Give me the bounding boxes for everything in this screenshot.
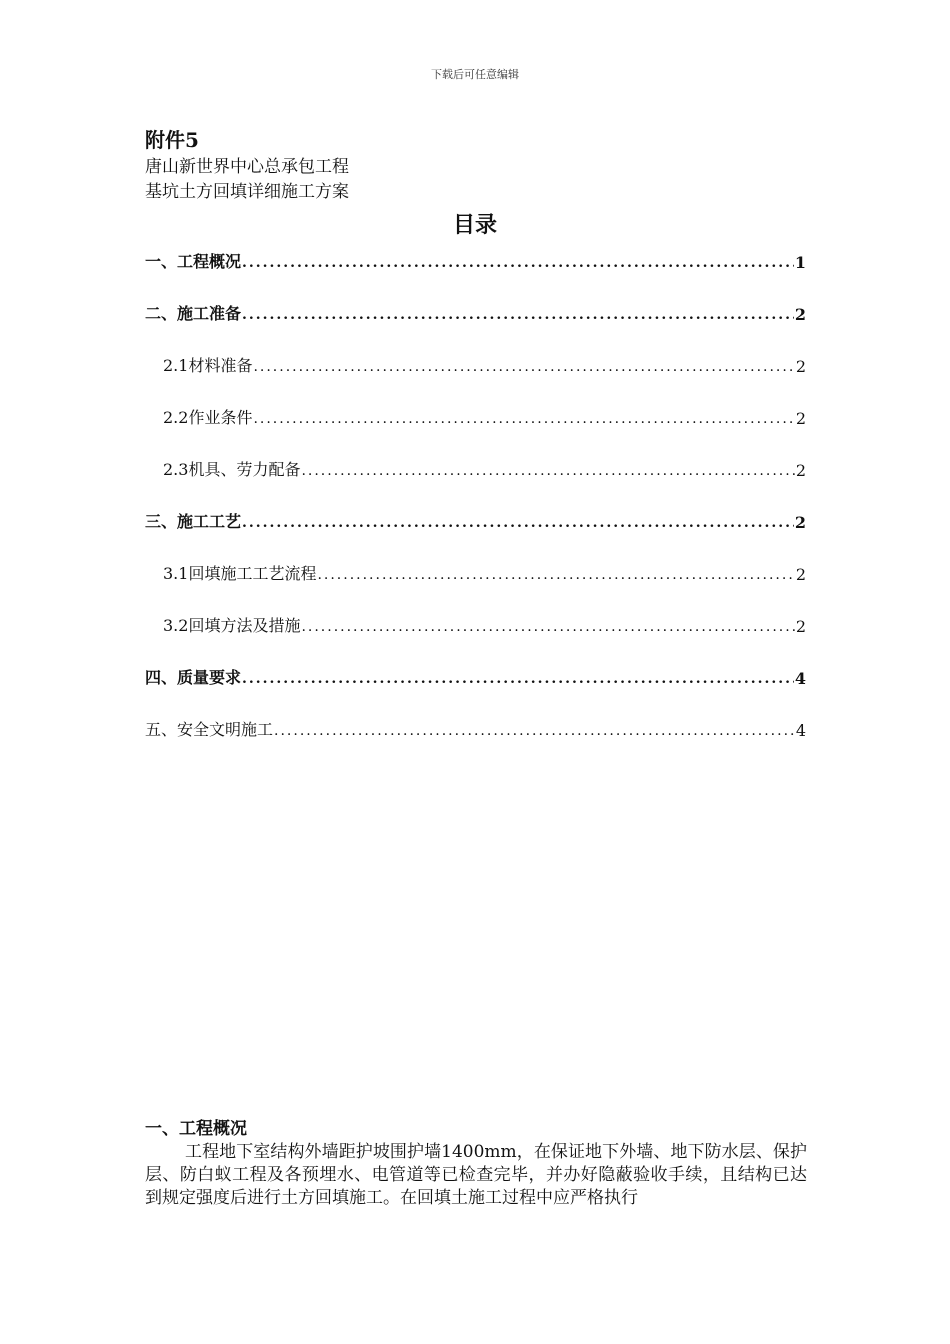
toc-entry-page: 2	[795, 357, 806, 376]
toc-entry[interactable]	[145, 508, 806, 532]
toc-entry-label: 二、施工准备	[145, 304, 242, 323]
toc-entry-page: 2	[795, 409, 806, 428]
header-note: 下载后可任意编辑	[431, 68, 519, 81]
attachment-label: 附件5	[145, 128, 199, 152]
toc-entry-label: 三、施工工艺	[145, 512, 242, 531]
project-title: 唐山新世界中心总承包工程	[145, 157, 349, 177]
section-paragraph: 工程地下室结构外墙距护坡围护墙1400mm，在保证地下外墙、地下防水层、保护层、防白蚁工程及各预埋水、电管道等已检查完毕，并办好隐蔽验收手续，且结构已达到规定强度后进行土方回填施工。在回填土施工过程中应严格执行	[145, 1142, 807, 1208]
toc-entry-page: 4	[794, 669, 806, 688]
toc-leader-dots	[317, 566, 794, 584]
toc-leader-dots	[242, 254, 794, 272]
section-heading: 一、工程概况	[145, 1119, 247, 1139]
toc-entry[interactable]	[145, 612, 806, 636]
toc-entry-label: 四、质量要求	[145, 668, 242, 687]
toc-leader-dots	[242, 514, 794, 532]
toc-entry[interactable]	[145, 248, 806, 272]
toc-entry-page: 4	[795, 721, 806, 740]
toc-entry[interactable]	[145, 560, 806, 584]
toc-leader-dots	[274, 722, 795, 740]
plan-title: 基坑土方回填详细施工方案	[145, 182, 349, 202]
toc-title: 目录	[452, 212, 497, 238]
toc-leader-dots	[253, 410, 794, 428]
toc-entry[interactable]	[145, 664, 806, 688]
toc-leader-dots	[301, 618, 794, 636]
toc-entry[interactable]	[145, 352, 806, 376]
toc-entry-page: 2	[794, 305, 806, 324]
toc-leader-dots	[301, 462, 794, 480]
toc-entry-label: 2.1材料准备	[163, 356, 253, 375]
toc-entry-page: 2	[795, 617, 806, 636]
toc-leader-dots	[253, 358, 794, 376]
toc-entry-label: 3.2回填方法及措施	[163, 616, 301, 635]
toc-entry-page: 1	[794, 253, 806, 272]
toc-entry-label: 3.1回填施工工艺流程	[163, 564, 317, 583]
toc-entry[interactable]	[145, 716, 806, 740]
toc-leader-dots	[242, 306, 794, 324]
toc-entry-page: 2	[795, 461, 806, 480]
toc-entry-label: 2.3机具、劳力配备	[163, 460, 301, 479]
toc-leader-dots	[242, 670, 794, 688]
toc-entry[interactable]	[145, 300, 806, 324]
toc-entry[interactable]	[145, 456, 806, 480]
toc-entry-label: 2.2作业条件	[163, 408, 253, 427]
toc-entry-label: 一、工程概况	[145, 252, 242, 271]
toc-entry-page: 2	[795, 565, 806, 584]
toc-entry-label: 五、安全文明施工	[145, 720, 274, 739]
toc-entry-page: 2	[794, 513, 806, 532]
toc-entry[interactable]	[145, 404, 806, 428]
